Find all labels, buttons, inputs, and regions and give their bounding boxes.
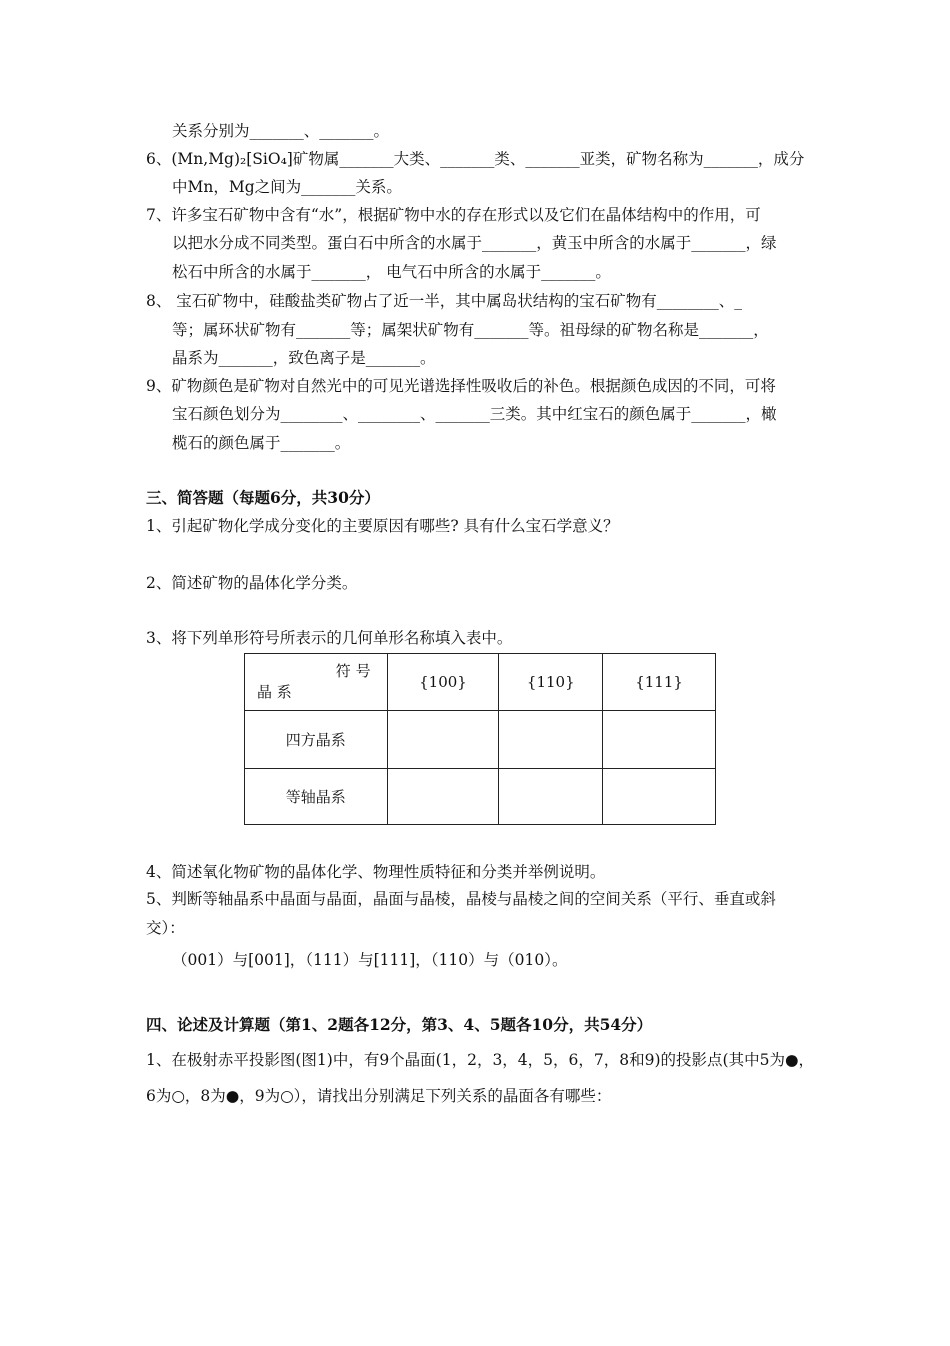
answer-cell[interactable] xyxy=(387,711,499,769)
answer-cell[interactable] xyxy=(603,769,716,825)
short-answer-4: 4、简述氧化物矿物的晶体化学、物理性质特征和分类并举例说明。 xyxy=(146,863,606,881)
essay-question-1: 1、在极射赤平投影图(图1)中，有9个晶面(1，2，3，4，5，6，7，8和9)的投影点(其中5为●， xyxy=(146,1051,814,1069)
short-answer-5: 5、判断等轴晶系中晶面与晶面，晶面与晶棱，晶棱与晶棱之间的空间关系（平行、垂直或斜 xyxy=(146,890,776,908)
text-line: 中Mn，Mg之间为_______关系。 xyxy=(172,178,402,196)
table-corner-cell xyxy=(245,654,388,711)
corner-symbol-label: 符 号 xyxy=(335,662,371,680)
question-8: 8、 宝石矿物中，硅酸盐类矿物占了近一半，其中属岛状结构的宝石矿物有________、_ xyxy=(146,292,743,310)
text-line: 宝石颜色划分为________、________、_______三类。其中红宝石的颜色属于_______，橄 xyxy=(172,405,777,423)
section-3-heading: 三、简答题（每题6分，共30分） xyxy=(146,488,380,507)
answer-cell[interactable] xyxy=(499,769,603,825)
answer-cell[interactable] xyxy=(499,711,603,769)
text-line: 松石中所含的水属于_______， 电气石中所含的水属于_______。 xyxy=(172,263,611,281)
short-answer-2: 2、简述矿物的晶体化学分类。 xyxy=(146,574,358,592)
corner-system-label: 晶 系 xyxy=(257,683,292,701)
column-header: {111} xyxy=(603,654,716,711)
short-answer-1: 1、引起矿物化学成分变化的主要原因有哪些? 具有什么宝石学意义？ xyxy=(146,517,619,535)
question-7: 7、许多宝石矿物中含有“水”，根据矿物中水的存在形式以及它们在晶体结构中的作用，可 xyxy=(146,206,761,224)
section-4-heading: 四、论述及计算题（第1、2题各12分，第3、4、5题各10分，共54分） xyxy=(146,1015,653,1034)
answer-cell[interactable] xyxy=(387,769,499,825)
text-line: 等；属环状矿物有_______等；属架状矿物有_______等。祖母绿的矿物名称是_______， xyxy=(172,321,769,339)
text-line: （001）与[001]，（111）与[111]，（110）与（010）。 xyxy=(172,951,568,969)
text-line: 关系分别为_______、_______。 xyxy=(172,122,390,140)
question-9: 9、矿物颜色是矿物对自然光中的可见光谱选择性吸收后的补色。根据颜色成因的不同，可将 xyxy=(146,377,776,395)
text-line: 以把水分成不同类型。蛋白石中所含的水属于_______，黄玉中所含的水属于_______，绿 xyxy=(172,234,777,252)
column-header: {100} xyxy=(387,654,499,711)
column-header: {110} xyxy=(499,654,603,711)
row-header: 四方晶系 xyxy=(245,711,388,769)
question-6: 6、(Mn,Mg)₂[SiO₄]矿物属_______大类、_______类、_______亚类，矿物名称为_______，成分 xyxy=(146,150,805,168)
text-line: 晶系为_______，致色离子是_______。 xyxy=(172,349,436,367)
text-line: 榄石的颜色属于_______。 xyxy=(172,434,351,452)
answer-cell[interactable] xyxy=(603,711,716,769)
short-answer-3: 3、将下列单形符号所表示的几何单形名称填入表中。 xyxy=(146,629,513,647)
text-line: 6为○，8为●，9为○），请找出分别满足下列关系的晶面各有哪些： xyxy=(146,1087,612,1105)
crystal-form-table xyxy=(244,653,716,825)
row-header: 等轴晶系 xyxy=(245,769,388,825)
text-line: 交）： xyxy=(146,919,185,937)
